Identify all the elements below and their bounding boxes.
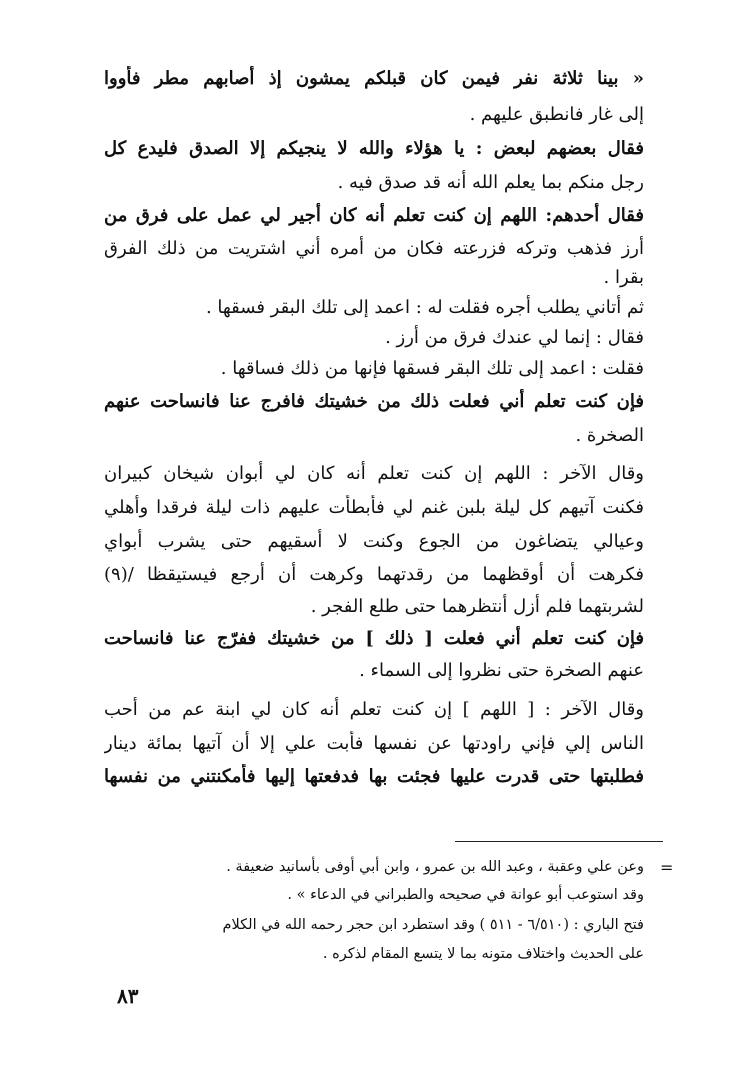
body-line-18: فإن كنت تعلم أني فعلت [ ذلك ] من خشيتك ففرّج عنا فانساحت bbox=[104, 628, 644, 649]
body-line-9: فقال : إنما لي عندك فرق من أرز . bbox=[385, 327, 644, 348]
footnote-continuation-mark: = bbox=[660, 858, 674, 877]
body-line-12: الصخرة . bbox=[575, 425, 644, 446]
body-line-8: ثم أتاني يطلب أجره فقلت له : اعمد إلى تلك البقر فسقها . bbox=[205, 297, 644, 318]
body-line-14: فكنت آتيهم كل ليلة بلبن غنم لي فأبطأت عليهم ذات ليلة فرقدا وأهلي bbox=[104, 497, 644, 518]
footnote-line-3: فتح الباري : (٦/٥١٠ - ٥١١ ) وقد استطرد ابن حجر رحمه الله في الكلام bbox=[222, 917, 644, 933]
body-line-19: عنهم الصخرة حتى نظروا إلى السماء . bbox=[359, 660, 644, 681]
body-line-6: أرز فذهب وتركه فزرعته فكان من أمره أني اشتريت من ذلك الفرق bbox=[104, 238, 644, 259]
body-line-15: وعيالي يتضاغون من الجوع وكنت لا أسقيهم حتى يشرب أبواي bbox=[104, 531, 644, 552]
footnote-line-1: وعن علي وعقبة ، وعبد الله بن عمرو ، وابن أبي أوفى بأسانيد ضعيفة . bbox=[226, 859, 644, 875]
footnote-separator bbox=[455, 841, 663, 842]
body-line-17: لشربتهما فلم أزل أنتظرهما حتى طلع الفجر . bbox=[310, 596, 644, 617]
body-line-4: رجل منكم بما يعلم الله أنه قد صدق فيه . bbox=[337, 172, 644, 193]
body-line-22: فطلبتها حتى قدرت عليها فجئت بها فدفعتها إليها فأمكنتني من نفسها bbox=[104, 766, 644, 787]
body-line-16: فكرهت أن أوقظهما من رقدتهما وكرهت أن أرجع فيستيقظا /(٩) bbox=[104, 564, 644, 585]
body-line-21: الناس إلي فإني راودتها عن نفسها فأبت علي إلا أن آتيها بمائة دينار bbox=[104, 733, 644, 754]
body-line-20: وقال الآخر : [ اللهم ] إن كنت تعلم أنه كان لي ابنة عم من أحب bbox=[104, 699, 644, 720]
body-line-5: فقال أحدهم: اللهم إن كنت تعلم أنه كان أجير لي عمل على فرق من bbox=[104, 205, 644, 226]
page-number: ٨٣ bbox=[117, 984, 139, 1008]
body-line-2: إلى غار فانطبق عليهم . bbox=[469, 104, 644, 125]
footnote-line-2: وقد استوعب أبو عوانة في صحيحه والطبراني في الدعاء » . bbox=[287, 887, 644, 903]
body-line-7: بقرا . bbox=[603, 267, 644, 288]
body-line-1: « بينا ثلاثة نفر فيمن كان قبلكم يمشون إذ أصابهم مطر فأووا bbox=[104, 68, 644, 89]
footnote-line-4: على الحديث واختلاف متونه بما لا يتسع المقام لذكره . bbox=[322, 946, 644, 962]
body-line-11: فإن كنت تعلم أني فعلت ذلك من خشيتك فافرج عنا فانساحت عنهم bbox=[104, 391, 644, 412]
body-line-10: فقلت : اعمد إلى تلك البقر فسقها فإنها من ذلك فساقها . bbox=[220, 358, 644, 379]
body-line-3: فقال بعضهم لبعض : يا هؤلاء والله لا ينجيكم إلا الصدق فليدع كل bbox=[104, 138, 644, 159]
body-line-13: وقال الآخر : اللهم إن كنت تعلم أنه كان لي أبوان شيخان كبيران bbox=[104, 463, 644, 484]
